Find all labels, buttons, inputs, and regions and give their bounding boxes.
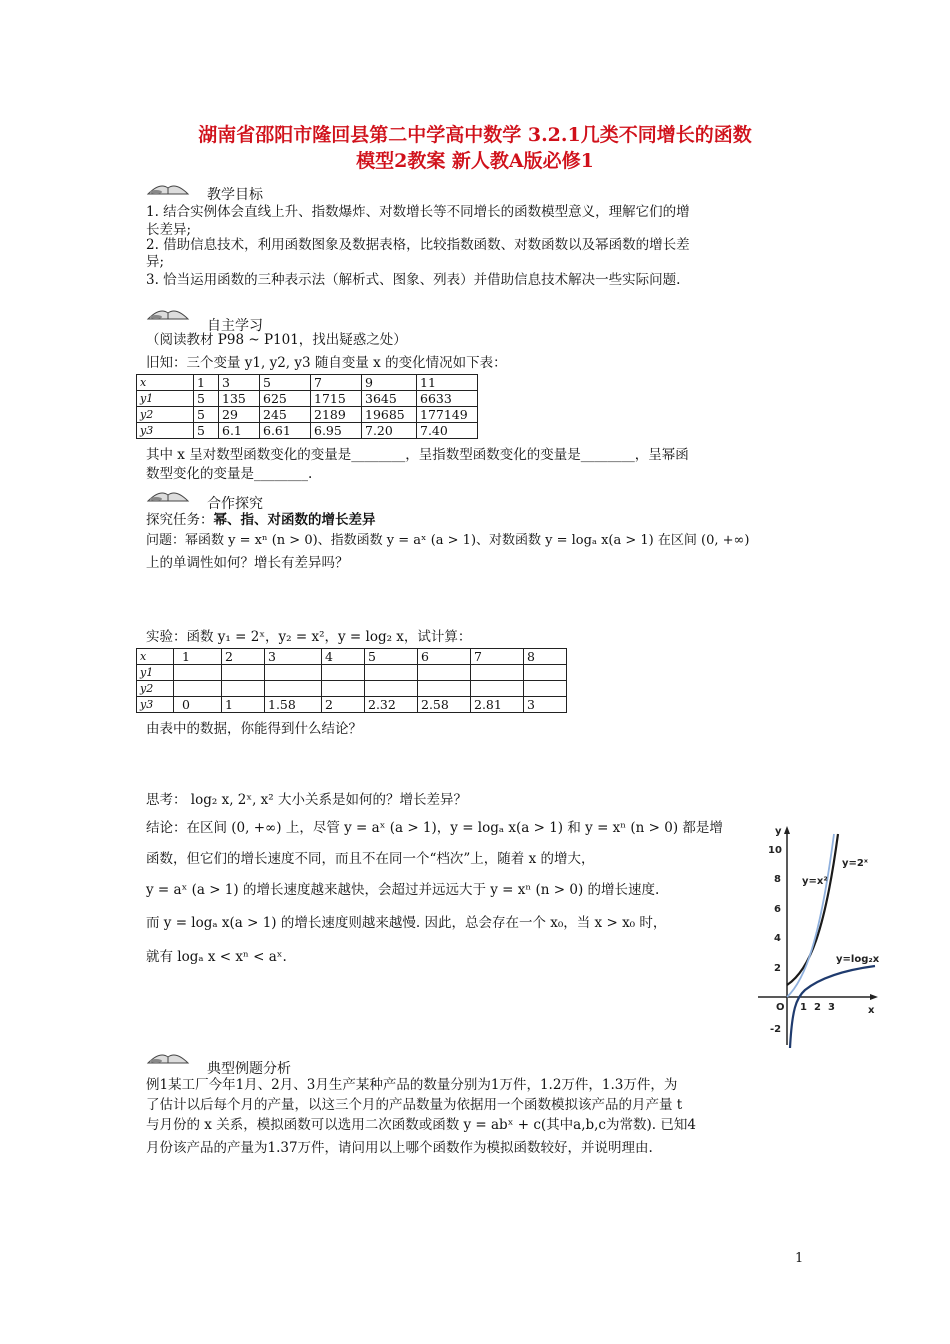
table-cell [418, 681, 471, 697]
table-row [137, 649, 567, 665]
book-icon [146, 1047, 190, 1067]
table-cell: 177149 [417, 407, 478, 423]
growth-graph [750, 820, 880, 1050]
goal-line-5: 3. 恰当运用函数的三种表示法（解析式、图象、列表）并借助信息技术解决一些实际问题. [146, 272, 681, 288]
table-row [137, 391, 478, 407]
table-cell: 4 [322, 649, 365, 665]
table-cell [365, 681, 418, 697]
book-icon [146, 303, 190, 323]
table-cell: 1 [174, 649, 222, 665]
table-cell: y3 [137, 697, 174, 713]
goal-line-3: 2. 借助信息技术，利用函数图象及数据表格，比较指数函数、对数函数以及幂函数的增长差 [146, 237, 690, 253]
experiment-table [136, 648, 567, 713]
page-title-line2: 模型2教案 新人教A版必修1 [356, 150, 594, 172]
table-cell: 8 [524, 649, 567, 665]
table-cell: 625 [260, 391, 311, 407]
table-cell: 5 [365, 649, 418, 665]
question-line-2: 数型变化的变量是________. [146, 466, 313, 482]
table-cell: 3 [219, 375, 260, 391]
table-cell: y2 [137, 407, 194, 423]
table-cell: y2 [137, 681, 174, 697]
table-cell: 1 [194, 375, 219, 391]
table-cell: 2.58 [418, 697, 471, 713]
conclusion-line-3: y = aˣ (a > 1) 的增长速度越来越快，会超过并远远大于 y = xⁿ (n > 0) 的增长速度. [146, 882, 660, 898]
task-label: 探究任务： [146, 512, 214, 528]
table-row [137, 423, 478, 439]
table-cell: 6 [418, 649, 471, 665]
table-cell: 5 [194, 407, 219, 423]
table-cell: 1 [222, 697, 265, 713]
example-line-3: 与月份的 x 关系，模拟函数可以选用二次函数或函数 y = abˣ + c(其中a,b,c为常数). 已知4 [146, 1117, 696, 1133]
conclusion-line-1: 结论：在区间 (0, +∞) 上，尽管 y = aˣ (a > 1)，y = logₐ x(a > 1) 和 y = xⁿ (n > 0) 都是增 [146, 820, 723, 836]
table-cell: 6.95 [311, 423, 362, 439]
goal-line-4: 异; [146, 254, 165, 270]
table-cell: 3 [524, 697, 567, 713]
table-cell [524, 681, 567, 697]
table-cell: 5 [194, 391, 219, 407]
table-cell [174, 681, 222, 697]
x-axis-label: x [868, 1005, 875, 1016]
y-axis-label: y [775, 826, 782, 837]
book-icon [146, 485, 190, 505]
table-cell [418, 665, 471, 681]
x-tick-label: 3 [828, 1002, 835, 1013]
goals-heading: 教学目标 [207, 187, 263, 203]
y-axis-arrow-icon [784, 826, 790, 834]
example-line-2: 了估计以后每个月的产量，以这三个月的产品数量为依据用一个函数模拟该产品的月产量 t [146, 1097, 683, 1113]
table-cell: 245 [260, 407, 311, 423]
table-cell [322, 665, 365, 681]
table-cell [471, 665, 524, 681]
example-line-1: 例1某工厂今年1月、2月、3月生产某种产品的数量分别为1万件，1.2万件，1.3万件，为 [146, 1077, 678, 1093]
table-cell: 5 [260, 375, 311, 391]
cooperate-heading: 合作探究 [207, 496, 263, 512]
y-tick-label: 8 [774, 874, 781, 885]
table-cell: 1715 [311, 391, 362, 407]
table-row [137, 697, 567, 713]
table-cell: 3645 [362, 391, 417, 407]
table-cell: 7 [311, 375, 362, 391]
self-study-heading: 自主学习 [207, 318, 263, 334]
y-tick-label: 2 [774, 963, 781, 974]
label-exp: y=2ˣ [842, 858, 868, 869]
conclusion-line-2: 函数，但它们的增长速度不同，而且不在同一个“档次”上，随着 x 的增大， [146, 851, 595, 867]
after-table-question: 由表中的数据，你能得到什么结论？ [146, 721, 362, 737]
table-cell [471, 681, 524, 697]
table-cell: 7.40 [417, 423, 478, 439]
conclusion-line-5: 就有 logₐ x < xⁿ < aˣ. [146, 949, 287, 965]
table-cell: 2189 [311, 407, 362, 423]
table-cell: 11 [417, 375, 478, 391]
table-row [137, 665, 567, 681]
goal-line-1: 1. 结合实例体会直线上升、指数爆炸、对数增长等不同增长的函数模型意义，理解它们的增 [146, 204, 690, 220]
label-pow: y=x² [802, 876, 828, 887]
table-cell: 0 [174, 697, 222, 713]
table-cell [322, 681, 365, 697]
table-cell: 7 [471, 649, 524, 665]
known-intro: 旧知：三个变量 y1, y2, y3 随自变量 x 的变化情况如下表： [146, 355, 507, 371]
x-tick-label: 1 [800, 1002, 807, 1013]
label-log: y=log₂x [836, 954, 880, 965]
x-axis-arrow-icon [870, 994, 878, 1000]
problem-line-1: 问题：幂函数 y = xⁿ (n > 0)、指数函数 y = aˣ (a > 1)、对数函数 y = logₐ x(a > 1) 在区间 (0, +∞) [146, 533, 750, 548]
table-row [137, 407, 478, 423]
task-title: 幂、指、对函数的增长差异 [213, 512, 376, 528]
reading-note: （阅读教材 P98 ~ P101，找出疑惑之处） [146, 332, 407, 348]
think-line: 思考： log₂ x, 2ˣ, x² 大小关系是如何的？增长差异？ [146, 792, 467, 808]
examples-heading: 典型例题分析 [207, 1061, 291, 1077]
table-cell [265, 681, 322, 697]
page-number: 1 [795, 1251, 804, 1266]
y-tick-label: -2 [770, 1024, 782, 1035]
table-cell [365, 665, 418, 681]
table-cell: x [137, 649, 174, 665]
table-row [137, 375, 478, 391]
table-cell: y3 [137, 423, 194, 439]
table-cell: 2.32 [365, 697, 418, 713]
table-cell: 2.81 [471, 697, 524, 713]
example-line-4: 月份该产品的产量为1.37万件，请问用以上哪个函数作为模拟函数较好，并说明理由. [146, 1140, 653, 1156]
y-tick-label: 10 [768, 845, 782, 856]
x-tick-label: 2 [814, 1002, 821, 1013]
table-cell: y1 [137, 665, 174, 681]
table-cell [524, 665, 567, 681]
conclusion-line-4: 而 y = logₐ x(a > 1) 的增长速度则越来越慢. 因此，总会存在一个 x₀，当 x > x₀ 时， [146, 915, 667, 931]
origin-label: O [776, 1002, 785, 1013]
table-cell: 6633 [417, 391, 478, 407]
task-line [146, 511, 376, 529]
table-cell [174, 665, 222, 681]
table-row [137, 681, 567, 697]
variables-table [136, 374, 478, 439]
table-cell: 6.61 [260, 423, 311, 439]
table-cell: 19685 [362, 407, 417, 423]
y-tick-label: 4 [774, 933, 781, 944]
table-cell: x [137, 375, 194, 391]
problem-line-2: 上的单调性如何？增长有差异吗？ [146, 555, 349, 571]
table-cell: y1 [137, 391, 194, 407]
table-cell: 9 [362, 375, 417, 391]
table-cell: 7.20 [362, 423, 417, 439]
goal-line-2: 长差异; [146, 222, 192, 238]
table-cell: 5 [194, 423, 219, 439]
curve-exponential [787, 834, 834, 997]
y-tick-label: 6 [774, 904, 781, 915]
table-cell: 6.1 [219, 423, 260, 439]
table-cell: 29 [219, 407, 260, 423]
experiment-line: 实验：函数 y₁ = 2ˣ，y₂ = x²，y = log₂ x，试计算： [146, 629, 472, 645]
table-cell [222, 665, 265, 681]
table-cell: 2 [322, 697, 365, 713]
table-cell: 135 [219, 391, 260, 407]
table-cell: 1.58 [265, 697, 322, 713]
book-icon [146, 178, 190, 198]
table-cell: 2 [222, 649, 265, 665]
question-line-1: 其中 x 呈对数型函数变化的变量是________，呈指数型函数变化的变量是________，呈幂函 [146, 447, 689, 463]
page-title-line1: 湖南省邵阳市隆回县第二中学高中数学 3.2.1几类不同增长的函数 [198, 124, 752, 146]
table-cell [222, 681, 265, 697]
table-cell: 3 [265, 649, 322, 665]
table-cell [265, 665, 322, 681]
